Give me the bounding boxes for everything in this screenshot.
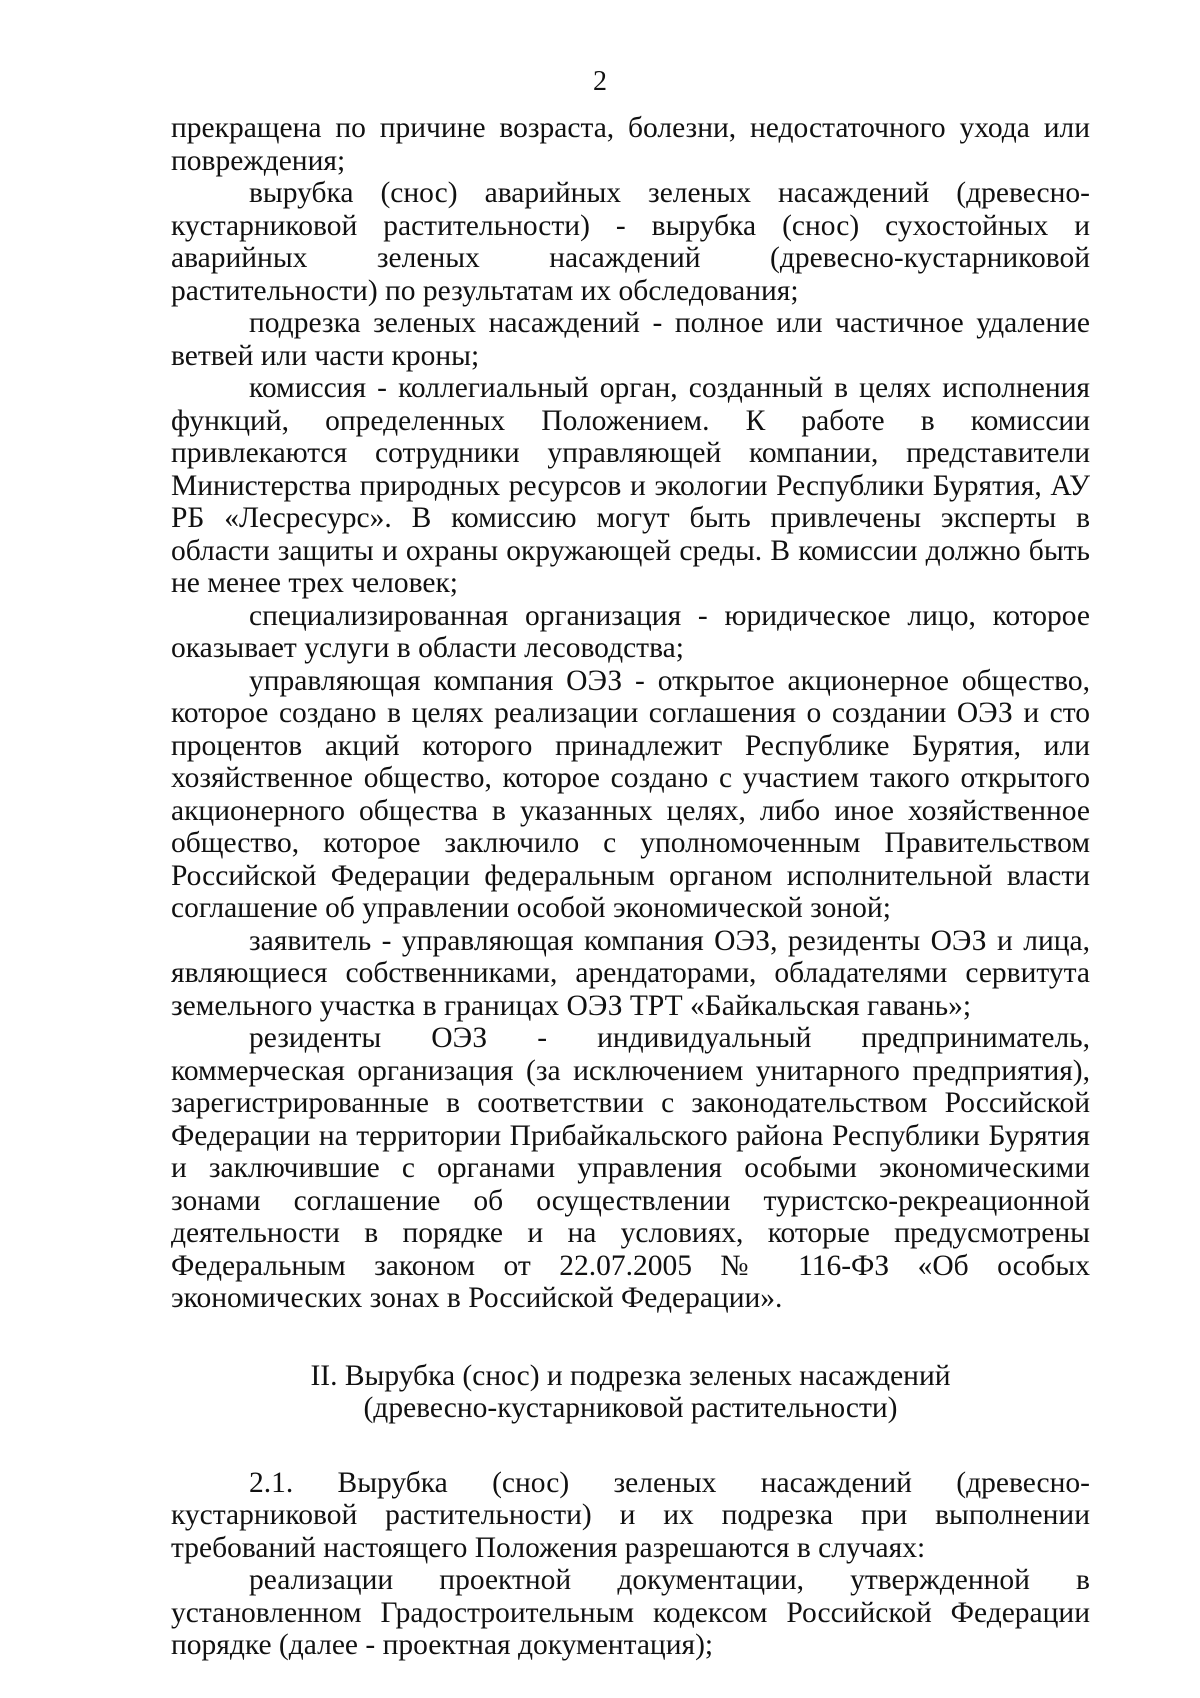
section-heading-line2: (древесно-кустарниковой растительности) xyxy=(363,1392,898,1424)
definition-specialized-organization: специализированная организация - юридическое лицо, которое оказывает услуги в области лесоводства; xyxy=(171,599,1090,664)
definition-pruning: подрезка зеленых насаждений - полное или частичное удаление ветвей или части кроны; xyxy=(171,307,1090,372)
definition-applicant: заявитель - управляющая компания ОЭЗ, резиденты ОЭЗ и лица, являющиеся собственниками, арендаторами, обладателями сервитута земельного участка в границах ОЭЗ ТРТ «Байкальская гавань»; xyxy=(171,924,1090,1022)
definition-commission: комиссия - коллегиальный орган, созданный в целях исполнения функций, определенных Положением. К работе в комиссии привлекаются сотрудники управляющей компании, представители Министерства природных ресурсов и экологии Республики Бурятия, АУ РБ «Лесресурс». В комиссию могут быть привлечены эксперты в области защиты и охраны окружающей среды. В комиссии должно быть не менее трех человек; xyxy=(171,372,1090,599)
clause-2-1: 2.1. Вырубка (снос) зеленых насаждений (древесно-кустарниковой растительности) и их подрезка при выполнении требований настоящего Положения разрешаются в случаях: xyxy=(171,1466,1090,1564)
definition-residents: резиденты ОЭЗ - индивидуальный предприниматель, коммерческая организация (за исключением унитарного предприятия), зарегистрированные в соответствии с законодательством Российской Федерации на территории Прибайкальского района Республики Бурятия и заключившие с органами управления особыми экономическими зонами соглашение об осуществлении туристско-рекреационной деятельности в порядке и на условиях, которые предусмотрены Федеральным законом от 22.07.2005 № 116-ФЗ «Об особых экономических зонах в Российской Федерации». xyxy=(171,1022,1090,1314)
section-heading-line1: II. Вырубка (снос) и подрезка зеленых насаждений xyxy=(310,1359,951,1392)
page-number: 2 xyxy=(593,66,607,97)
section-heading xyxy=(171,1360,1090,1425)
definition-emergency-felling: вырубка (снос) аварийных зеленых насаждений (древесно-кустарниковой растительности) - вырубка (снос) сухостойных и аварийных зеленых насаждений (древесно-кустарниковой растительности) по результатам их обследования; xyxy=(171,177,1090,307)
clause-2-1-case-project-docs: реализации проектной документации, утвержденной в установленном Градостроительным кодексом Российской Федерации порядке (далее - проектная документация); xyxy=(171,1564,1090,1661)
paragraph-continuation: прекращена по причине возраста, болезни, недостаточного ухода или повреждения; xyxy=(171,112,1090,177)
document-body xyxy=(171,112,1090,1662)
definition-management-company: управляющая компания ОЭЗ - открытое акционерное общество, которое создано в целях реализации соглашения о создании ОЭЗ и сто процентов акций которого принадлежит Республике Бурятия, или хозяйственное общество, которое создано с участием такого открытого акционерного общества в указанных целях, либо иное хозяйственное общество, которое заключило с уполномоченным Правительством Российской Федерации федеральным органом исполнительной власти соглашение об управлении особой экономической зоной; xyxy=(171,664,1090,924)
